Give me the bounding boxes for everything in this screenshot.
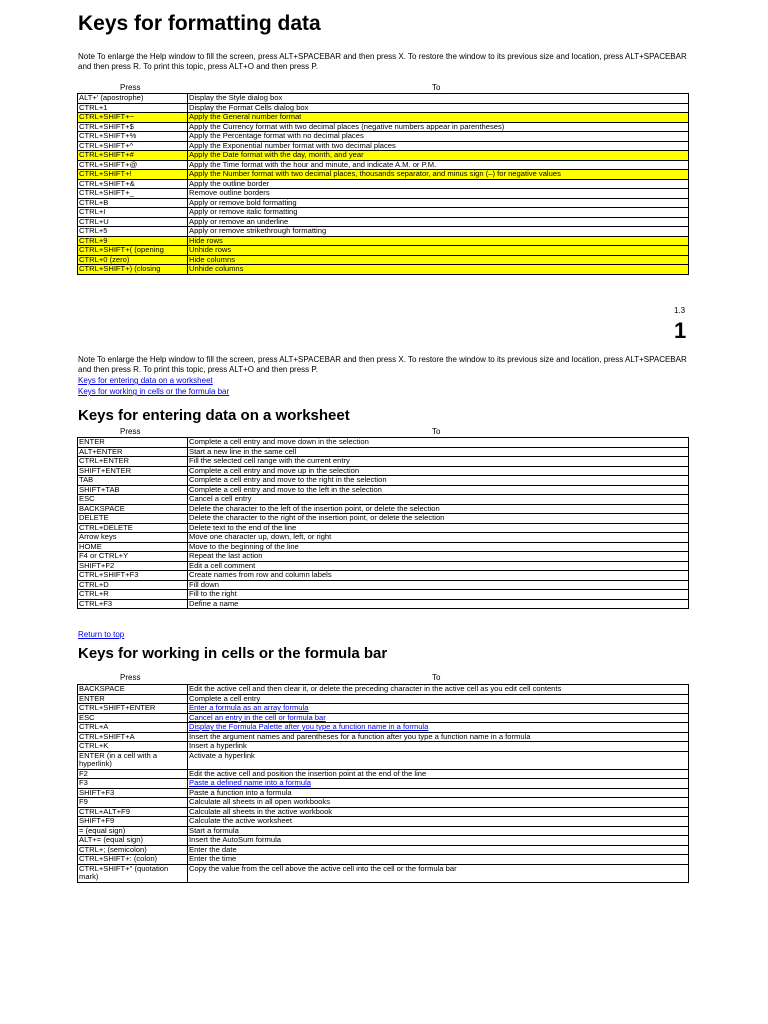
description-cell: Complete a cell entry and move to the left in the selection xyxy=(188,485,689,495)
description-cell: Fill down xyxy=(188,580,689,590)
table-row xyxy=(78,769,689,779)
key-cell: ESC xyxy=(78,495,188,505)
table-row xyxy=(78,685,689,695)
table-row xyxy=(78,788,689,798)
link-working-cells[interactable]: Keys for working in cells or the formula bar xyxy=(78,387,230,396)
description-cell xyxy=(188,723,689,733)
table-row xyxy=(78,713,689,723)
table-row xyxy=(78,151,689,161)
key-cell: ALT+ENTER xyxy=(78,447,188,457)
key-cell: ALT+' (apostrophe) xyxy=(78,94,188,104)
description-cell: Hide columns xyxy=(188,255,689,265)
key-cell: CTRL+I xyxy=(78,208,188,218)
key-cell: SHIFT+F2 xyxy=(78,561,188,571)
description-cell: Insert a hyperlink xyxy=(188,742,689,752)
table-row xyxy=(78,227,689,237)
key-cell: ENTER (in a cell with a hyperlink) xyxy=(78,751,188,769)
key-cell: CTRL+F3 xyxy=(78,599,188,609)
key-cell: Arrow keys xyxy=(78,533,188,543)
table-row xyxy=(78,533,689,543)
description-cell xyxy=(188,779,689,789)
page-number: 1 xyxy=(674,318,687,343)
column-header-to: To xyxy=(432,427,441,436)
formula-bar-keys-table xyxy=(77,684,689,883)
column-header-to: To xyxy=(432,673,441,682)
description-cell: Fill to the right xyxy=(188,590,689,600)
description-cell: Complete a cell entry xyxy=(188,694,689,704)
key-cell: CTRL+SHIFT+" (quotation mark) xyxy=(78,864,188,882)
description-cell: Enter the time xyxy=(188,855,689,865)
key-cell: F3 xyxy=(78,779,188,789)
key-cell: CTRL+SHIFT+% xyxy=(78,132,188,142)
description-link[interactable]: Cancel an entry in the cell or formula bar xyxy=(189,713,326,722)
description-cell: Apply the Currency format with two decimal places (negative numbers appear in parentheses) xyxy=(188,122,689,132)
key-cell: CTRL+SHIFT+: (colon) xyxy=(78,855,188,865)
key-cell: CTRL+SHIFT+~ xyxy=(78,113,188,123)
table-row xyxy=(78,122,689,132)
table-row xyxy=(78,561,689,571)
table-row xyxy=(78,798,689,808)
key-cell: SHIFT+F3 xyxy=(78,788,188,798)
table-row xyxy=(78,836,689,846)
page-number-small: 1.3 xyxy=(674,306,686,315)
table-row xyxy=(78,189,689,199)
description-link[interactable]: Enter a formula as an array formula xyxy=(189,703,309,712)
description-cell: Unhide rows xyxy=(188,246,689,256)
description-cell: Repeat the last action xyxy=(188,552,689,562)
description-cell: Paste a function into a formula xyxy=(188,788,689,798)
table-row xyxy=(78,732,689,742)
key-cell: CTRL+ALT+F9 xyxy=(78,807,188,817)
table-row xyxy=(78,495,689,505)
description-cell: Insert the argument names and parentheses for a function after you type a function name in a formula xyxy=(188,732,689,742)
description-cell: Apply the Date format with the day, month, and year xyxy=(188,151,689,161)
description-cell: Create names from row and column labels xyxy=(188,571,689,581)
key-cell: SHIFT+ENTER xyxy=(78,466,188,476)
key-cell: CTRL+SHIFT+_ xyxy=(78,189,188,199)
key-cell: DELETE xyxy=(78,514,188,524)
table-row xyxy=(78,855,689,865)
formatting-keys-table xyxy=(77,93,689,275)
table-row xyxy=(78,542,689,552)
description-cell: Remove outline borders xyxy=(188,189,689,199)
key-cell: HOME xyxy=(78,542,188,552)
key-cell: ENTER xyxy=(78,438,188,448)
table-row xyxy=(78,476,689,486)
table-row xyxy=(78,807,689,817)
description-cell: Complete a cell entry and move to the right in the selection xyxy=(188,476,689,486)
description-cell: Calculate all sheets in the active workbook xyxy=(188,807,689,817)
key-cell: CTRL+SHIFT+! xyxy=(78,170,188,180)
table-row xyxy=(78,198,689,208)
table-row xyxy=(78,246,689,256)
description-cell: Start a new line in the same cell xyxy=(188,447,689,457)
table-row xyxy=(78,599,689,609)
key-cell: = (equal sign) xyxy=(78,826,188,836)
description-cell: Unhide columns xyxy=(188,265,689,275)
key-cell: CTRL+SHIFT+( (opening xyxy=(78,246,188,256)
table-row xyxy=(78,255,689,265)
description-cell: Apply the Exponential number format with two decimal places xyxy=(188,141,689,151)
key-cell: CTRL+SHIFT+# xyxy=(78,151,188,161)
description-cell: Delete the character to the left of the insertion point, or delete the selection xyxy=(188,504,689,514)
key-cell: SHIFT+TAB xyxy=(78,485,188,495)
key-cell: CTRL+R xyxy=(78,590,188,600)
description-cell: Edit the active cell and then clear it, or delete the preceding character in the active cell as you edit cell contents xyxy=(188,685,689,695)
help-note: Note To enlarge the Help window to fill the screen, press ALT+SPACEBAR and then press X. To restore the window to its previous size and location, press ALT+SPACEBAR and then press R. To print this topic, press ALT+O and then press P. xyxy=(78,52,687,71)
description-cell: Apply or remove italic formatting xyxy=(188,208,689,218)
description-cell: Apply or remove bold formatting xyxy=(188,198,689,208)
key-cell: CTRL+B xyxy=(78,198,188,208)
table-row xyxy=(78,485,689,495)
table-row xyxy=(78,466,689,476)
key-cell: F4 or CTRL+Y xyxy=(78,552,188,562)
description-cell: Apply or remove strikethrough formatting xyxy=(188,227,689,237)
table-row xyxy=(78,217,689,227)
key-cell: SHIFT+F9 xyxy=(78,817,188,827)
key-cell: CTRL+ENTER xyxy=(78,457,188,467)
description-cell: Apply the outline border xyxy=(188,179,689,189)
key-cell: CTRL+K xyxy=(78,742,188,752)
table-row xyxy=(78,265,689,275)
key-cell: CTRL+U xyxy=(78,217,188,227)
table-row xyxy=(78,580,689,590)
key-cell: CTRL+SHIFT+ENTER xyxy=(78,704,188,714)
description-cell: Calculate the active worksheet xyxy=(188,817,689,827)
column-header-press: Press xyxy=(120,83,141,92)
key-cell: ENTER xyxy=(78,694,188,704)
description-cell xyxy=(188,713,689,723)
description-cell: Move to the beginning of the line xyxy=(188,542,689,552)
table-row xyxy=(78,723,689,733)
description-cell: Edit the active cell and position the insertion point at the end of the line xyxy=(188,769,689,779)
table-row xyxy=(78,826,689,836)
table-row xyxy=(78,523,689,533)
key-cell: CTRL+0 (zero) xyxy=(78,255,188,265)
table-row xyxy=(78,571,689,581)
description-cell: Define a name xyxy=(188,599,689,609)
help-note-2: Note To enlarge the Help window to fill the screen, press ALT+SPACEBAR and then press X. To restore the window to its previous size and location, press ALT+SPACEBAR and then press R. To print this topic, press ALT+O and then press P. xyxy=(78,355,687,374)
key-cell: CTRL+SHIFT+A xyxy=(78,732,188,742)
table-row xyxy=(78,751,689,769)
description-cell: Display the Format Cells dialog box xyxy=(188,103,689,113)
table-row xyxy=(78,817,689,827)
table-row xyxy=(78,103,689,113)
key-cell: CTRL+5 xyxy=(78,227,188,237)
description-cell: Apply the Percentage format with no decimal places xyxy=(188,132,689,142)
table-row xyxy=(78,514,689,524)
description-cell: Calculate all sheets in all open workbooks xyxy=(188,798,689,808)
key-cell: CTRL+A xyxy=(78,723,188,733)
description-cell: Apply the Number format with two decimal places, thousands separator, and minus sign (–) for negative values xyxy=(188,170,689,180)
description-cell: Activate a hyperlink xyxy=(188,751,689,769)
description-cell: Start a formula xyxy=(188,826,689,836)
table-row xyxy=(78,170,689,180)
link-entering-data[interactable]: Keys for entering data on a worksheet xyxy=(78,376,213,385)
table-row xyxy=(78,141,689,151)
description-link[interactable]: Display the Formula Palette after you type a function name in a formula xyxy=(189,722,429,731)
description-cell: Edit a cell comment xyxy=(188,561,689,571)
description-cell: Display the Style dialog box xyxy=(188,94,689,104)
key-cell: CTRL+1 xyxy=(78,103,188,113)
key-cell: CTRL+SHIFT+) (closing xyxy=(78,265,188,275)
table-row xyxy=(78,208,689,218)
table-row xyxy=(78,590,689,600)
key-cell: F9 xyxy=(78,798,188,808)
description-cell: Complete a cell entry and move up in the selection xyxy=(188,466,689,476)
table-row xyxy=(78,779,689,789)
description-cell: Apply the Time format with the hour and minute, and indicate A.M. or P.M. xyxy=(188,160,689,170)
table-row xyxy=(78,742,689,752)
section-title-working: Keys for working in cells or the formula bar xyxy=(78,645,388,662)
table-row xyxy=(78,94,689,104)
key-cell: CTRL+DELETE xyxy=(78,523,188,533)
key-cell: BACKSPACE xyxy=(78,685,188,695)
key-cell: CTRL+SHIFT+$ xyxy=(78,122,188,132)
key-cell: CTRL+SHIFT+@ xyxy=(78,160,188,170)
description-cell: Complete a cell entry and move down in the selection xyxy=(188,438,689,448)
table-row xyxy=(78,179,689,189)
table-row xyxy=(78,113,689,123)
table-row xyxy=(78,845,689,855)
description-link[interactable]: Paste a defined name into a formula xyxy=(189,778,311,787)
description-cell: Move one character up, down, left, or right xyxy=(188,533,689,543)
description-cell: Apply or remove an underline xyxy=(188,217,689,227)
key-cell: CTRL+9 xyxy=(78,236,188,246)
key-cell: CTRL+; (semicolon) xyxy=(78,845,188,855)
link-return-top[interactable]: Return to top xyxy=(78,630,125,639)
key-cell: CTRL+SHIFT+^ xyxy=(78,141,188,151)
description-cell xyxy=(188,704,689,714)
description-cell: Delete text to the end of the line xyxy=(188,523,689,533)
column-header-press: Press xyxy=(120,427,141,436)
key-cell: ESC xyxy=(78,713,188,723)
table-row xyxy=(78,438,689,448)
description-cell: Copy the value from the cell above the active cell into the cell or the formula bar xyxy=(188,864,689,882)
table-row xyxy=(78,160,689,170)
column-header-press: Press xyxy=(120,673,141,682)
key-cell: BACKSPACE xyxy=(78,504,188,514)
table-row xyxy=(78,447,689,457)
description-cell: Fill the selected cell range with the current entry xyxy=(188,457,689,467)
table-row xyxy=(78,552,689,562)
key-cell: ALT+= (equal sign) xyxy=(78,836,188,846)
table-row xyxy=(78,132,689,142)
column-header-to: To xyxy=(432,83,441,92)
description-cell: Delete the character to the right of the insertion point, or delete the selection xyxy=(188,514,689,524)
table-row xyxy=(78,236,689,246)
table-row xyxy=(78,864,689,882)
description-cell: Apply the General number format xyxy=(188,113,689,123)
description-cell: Hide rows xyxy=(188,236,689,246)
table-row xyxy=(78,694,689,704)
section-title-formatting: Keys for formatting data xyxy=(78,12,321,35)
entering-keys-table xyxy=(77,437,689,609)
key-cell: TAB xyxy=(78,476,188,486)
table-row xyxy=(78,457,689,467)
table-row xyxy=(78,504,689,514)
description-cell: Insert the AutoSum formula xyxy=(188,836,689,846)
table-row xyxy=(78,704,689,714)
description-cell: Cancel a cell entry xyxy=(188,495,689,505)
description-cell: Enter the date xyxy=(188,845,689,855)
key-cell: CTRL+D xyxy=(78,580,188,590)
key-cell: CTRL+SHIFT+& xyxy=(78,179,188,189)
key-cell: CTRL+SHIFT+F3 xyxy=(78,571,188,581)
key-cell: F2 xyxy=(78,769,188,779)
section-title-entering: Keys for entering data on a worksheet xyxy=(78,407,350,424)
